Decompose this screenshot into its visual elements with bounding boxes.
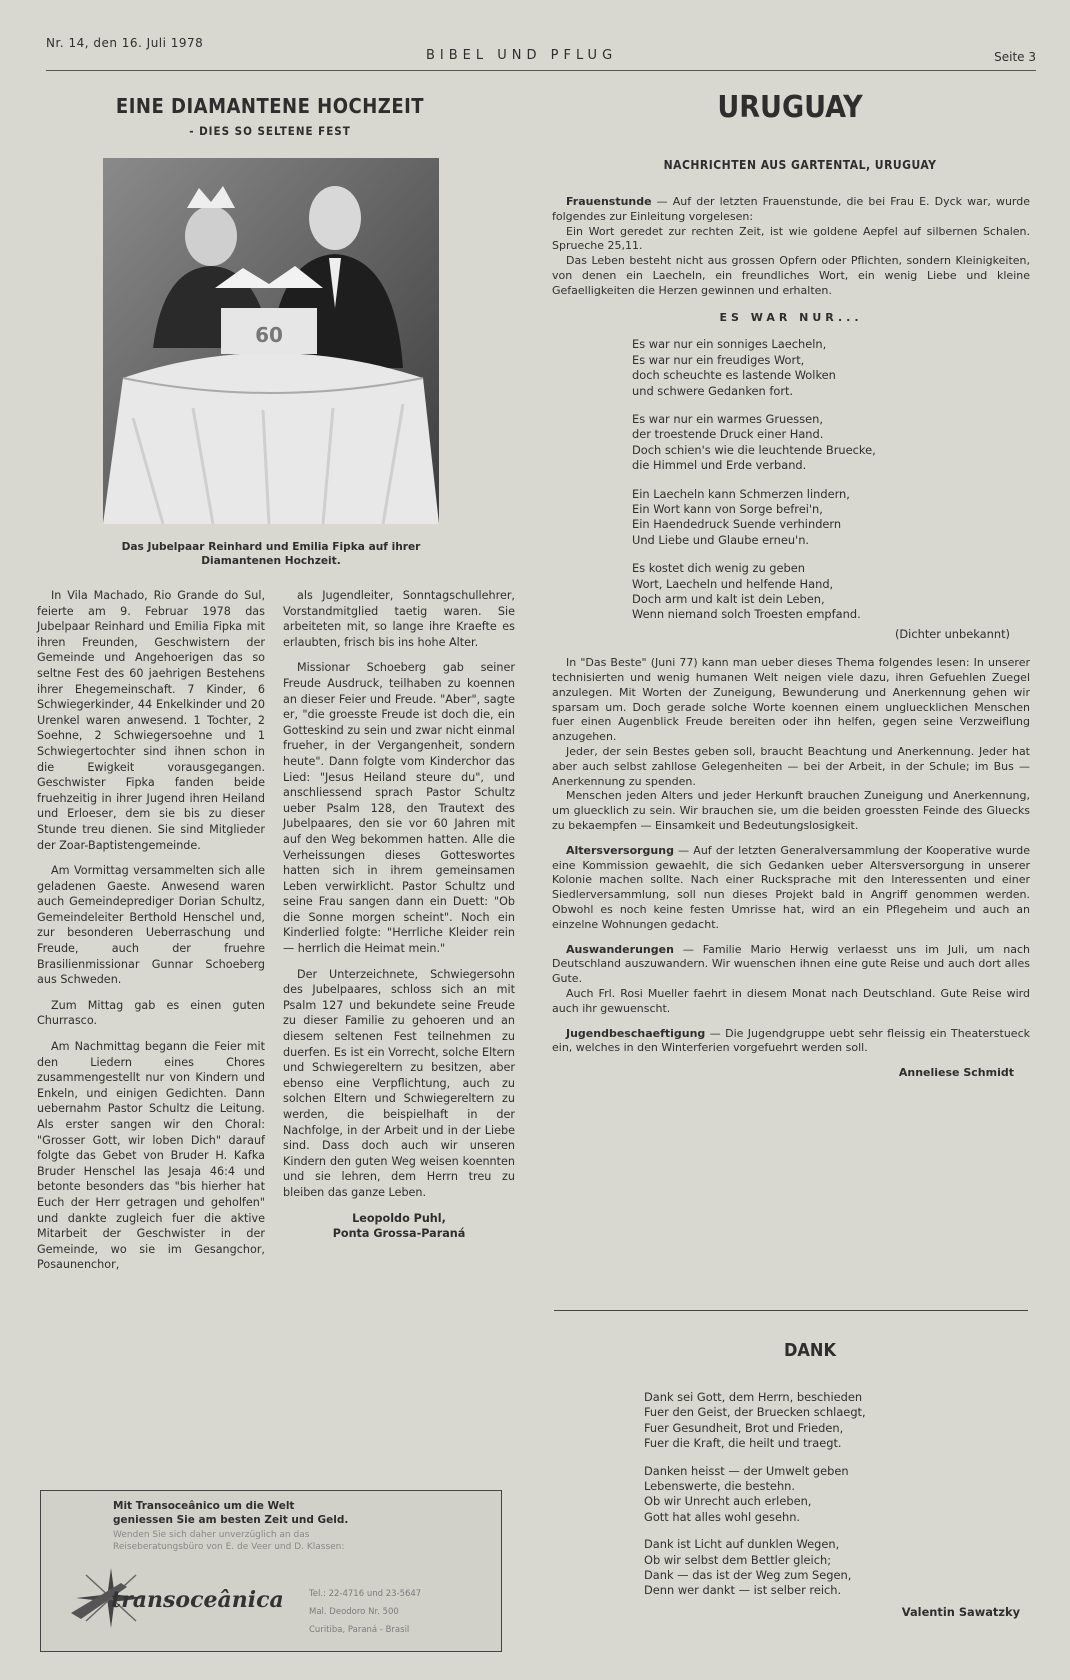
poem-line: Und Liebe und Glaube erneu'n. (632, 532, 810, 547)
poem-stanza (632, 412, 1030, 474)
paragraph: In Vila Machado, Rio Grande do Sul, feierte am 9. Februar 1978 das Jubelpaar Reinhard und Emilia Fipka mit ihren Freunden, Geschwistern der Gemeinde und Angehoerigen das so seltne Fest des 60 jaehrigen Bestehens ihrer Ehegemeinschaft. 7 Kinder, 6 Schwiegerkinder, 44 Enkelkinder und 20 Urenkel waren anwesend. 1 Tochter, 2 Soehne, 2 Schwiegersoehne und 1 Schwiegertochter sind ihnen schon in die Ewigkeit vorausgegangen. Geschwister Fipka fanden beide fruehzeitig in ihrer Jugend ihren Heiland und Erloeser, dem sie bis zu dieser Stunde treu dienen. Sie sind Mitglieder der Zoar-Baptistengemeinde. (37, 589, 265, 852)
poem-line: Dank ist Licht auf dunklen Wegen, (644, 1537, 840, 1552)
poem-stanza (644, 1464, 1024, 1526)
dank-title: DANK (783, 1340, 837, 1361)
article-subtitle: NACHRICHTEN AUS GARTENTAL, URUGUAY (663, 158, 937, 172)
paragraph (552, 844, 1030, 933)
ad-line: Mit Transoceânico um die Welt (113, 1500, 295, 1512)
ad-body (113, 1529, 344, 1553)
ad-city: Curitiba, Paraná - Brasil (309, 1625, 410, 1635)
article-signature: Anneliese Schmidt (898, 1066, 1014, 1080)
paragraph (552, 1027, 1030, 1057)
poem-line: Doch schien's wie die leuchtende Bruecke, (632, 442, 876, 457)
signature-name: Leopoldo Puhl, (352, 1211, 446, 1225)
dank-poem (644, 1390, 1024, 1620)
poem-line: Es war nur ein freudiges Wort, (632, 352, 805, 367)
poem-line: Fuer Gesundheit, Brot und Frieden, (644, 1420, 844, 1435)
paragraph: Das Leben besteht nicht aus grossen Opfern oder Pflichten, sondern Kleinigkeiten, von denen ein Laecheln, ein freundliches Wort, ein wenig Liebe und kleine Gefaelligkeiten die Herzen gewinnen und erhalten. (552, 254, 1030, 297)
poem-line: Ein Laecheln kann Schmerzen lindern, (632, 486, 850, 501)
poem-stanza (632, 337, 1030, 399)
page-number: Seite 3 (994, 50, 1036, 64)
left-article-column-2 (283, 588, 515, 1242)
paragraph-text: — Die Jugendgruppe uebt sehr fleissig ein Theaterstueck ein, welches in den Winterferien vorgefuehrt werden soll. (552, 1026, 1030, 1055)
section-label: Jugendbeschaeftigung (566, 1026, 706, 1040)
ad-contact (309, 1585, 421, 1639)
ad-headline (113, 1499, 348, 1527)
paragraph-text: — Auf der letzten Generalversammlung der Kooperative wurde eine Kommission gewaehlt, die sich Gedanken ueber Altersversorgung in unserer Kolonie machen sollte. Nach einer Rucksprache mit den Interessenten und einer Siedlerversammlung, soll nun dieses Projekt bald in Angriff genommen werden. Obwohl es noch keine festen Umrisse hat, wird an ein Pflegeheim und auch an einzelne Wohnungen gedacht. (552, 843, 1030, 931)
poem-line: Ob wir Unrecht auch erleben, (644, 1494, 812, 1509)
cake-number: 60 (255, 323, 283, 347)
paragraph-text: — Auf der letzten Frauenstunde, die bei Frau E. Dyck war, wurde folgendes zur Einleitung vorgelesen: (552, 195, 1030, 223)
poem-line: Fuer die Kraft, die heilt und traegt. (644, 1436, 842, 1451)
article-title: URUGUAY (717, 90, 863, 125)
poem-line: Wenn niemand solch Troesten empfand. (632, 607, 861, 622)
ad-address: Mal. Deodoro Nr. 500 (309, 1607, 399, 1617)
poem-stanza (644, 1537, 1024, 1599)
poem-line: Gott hat alles wohl gesehn. (644, 1509, 801, 1524)
paragraph: als Jugendleiter, Sonntagschullehrer, Vorstandmitglied taetig waren. Sie arbeiteten mit, so lange ihre Kraefte es erlaubten, frisch bis ins hohe Alter. (283, 589, 515, 649)
photo-caption: Das Jubelpaar Reinhard und Emilia Fipka auf ihrer Diamantenen Hochzeit. (121, 541, 421, 567)
paragraph: Zum Mittag gab es einen guten Churrasco. (37, 998, 265, 1028)
ad-line: Wenden Sie sich daher unverzüglich an das (113, 1530, 310, 1540)
right-article-column (552, 195, 1030, 1081)
section-divider (554, 1310, 1028, 1311)
poem-line: und schwere Gedanken fort. (632, 383, 794, 398)
signature-place: Ponta Grossa-Paraná (332, 1227, 466, 1241)
left-article-column-1 (37, 588, 265, 1283)
ad-line: Reiseberatungsbüro von E. de Veer und D. Klassen: (113, 1542, 345, 1552)
section-label: Altersversorgung (566, 843, 674, 857)
section-label: Frauenstunde (566, 195, 652, 208)
poem-stanza (632, 561, 1030, 623)
poem-line: der troestende Druck einer Hand. (632, 427, 824, 442)
paragraph: Am Nachmittag begann die Feier mit den Liedern eines Chores zusammengestellt nur von Kindern und Enkeln, und einigen Gedichten. Dann uebernahm Pastor Schultz die Leitung. Als erster sangen wir den Choral: "Grosser Gott, wir loben Dich" darauf folgte das Gebet von Bruder H. Kafka Bruder Henschel las Jesaja 46:4 und betonte besonders das "bis hierher hat Euch der Herr getragen und geholfen" und dankte zugleich fuer die aktive Mitarbeit der Geschwister in der Gemeinde, wo sie im Gesangchor, Posaunenchor, (37, 1040, 265, 1272)
paragraph: Menschen jeden Alters und jeder Herkunft brauchen Zuneigung und Anerkennung, um gluecklich zu sein. Wir brauchen sie, um die beiden groessten Feinde des Gluecks zu bekaempfen — Einsamkeit und Bedeutungslosigkeit. (552, 789, 1030, 833)
poem-line: Dank — das ist der Weg zum Segen, (644, 1568, 852, 1583)
poem-stanza (644, 1390, 1024, 1452)
poem-line: Doch arm und kalt ist dein Leben, (632, 592, 825, 607)
article-signature (283, 1211, 515, 1242)
poem-author: (Dichter unbekannt) (894, 626, 1010, 641)
poem-line: Denn wer dankt — ist selber reich. (644, 1583, 842, 1598)
paragraph: Auch Frl. Rosi Mueller faehrt in diesem Monat nach Deutschland. Gute Reise wird auch ihr gewuenscht. (552, 987, 1030, 1015)
poem-line: Es kostet dich wenig zu geben (632, 561, 805, 576)
paragraph: Missionar Schoeberg gab seiner Freude Ausdruck, teilhaben zu koennen an dieser Feier und Freude. "Aber", sagte er, "die groesste Freude ist doch die, ein Gotteskind zu sein und zwar nicht einmal frueher, in der Vergangenheit, sondern heute". Dann folgte vom Kinderchor das Lied: "Jesus Heiland steure du", und anschliessend sprach Pastor Schultz ueber Psalm 128, den Trautext des Jubelpaares, den sie vor 60 Jahren mit auf den Weg bekommen hatten. Alle die Verheissungen dieses Gotteswortes hatten sich in ihrem gemeinsamen Leben verwirklicht. Pastor Schultz und seine Frau sangen dann ein Duett: "Ob die Sonne morgen scheint". Noch ein Kinderlied folgte: "Herrliche Kleider rein — herrlich die Heimat mein." (283, 661, 515, 956)
poem-line: Danken heisst — der Umwelt geben (644, 1463, 849, 1478)
poem-line: die Himmel und Erde verband. (632, 458, 807, 473)
poem-line: Ein Wort kann von Sorge befrei'n, (632, 502, 823, 517)
ad-phone: Tel.: 22-4716 und 23-5647 (309, 1589, 422, 1599)
poem-line: Es war nur ein warmes Gruessen, (632, 412, 823, 426)
page-header (46, 36, 1036, 71)
anniversary-photo (103, 158, 439, 524)
transoceanica-logo: transoceânica (111, 1587, 284, 1613)
transoceanica-advertisement (40, 1490, 502, 1652)
poem-stanza (632, 487, 1030, 549)
poem-line: Es war nur ein sonniges Laecheln, (632, 337, 827, 352)
article-title: EINE DIAMANTENE HOCHZEIT (115, 94, 425, 118)
paragraph-text: — Familie Mario Herwig verlaesst uns im Juli, um nach Deutschland auszuwandern. Wir wuenschen ihnen eine gute Reise und auch dort alles Gute. (552, 942, 1030, 986)
article-subtitle: - DIES SO SELTENE FEST (189, 124, 351, 138)
poem-line: Ein Haendedruck Suende verhindern (632, 517, 842, 532)
poem-line: doch scheuchte es lastende Wolken (632, 368, 836, 383)
poem-title: ES WAR NUR... (719, 310, 863, 324)
poem-author: Valentin Sawatzky (901, 1604, 1020, 1619)
poem (632, 337, 1030, 642)
poem-line: Wort, Laecheln und helfende Hand, (632, 576, 834, 591)
poem-line: Dank sei Gott, dem Herrn, beschieden (644, 1390, 863, 1404)
paragraph: Der Unterzeichnete, Schwiegersohn des Jubelpaares, schloss sich an mit Psalm 127 und bekundete seine Freude zu dieser Familie zu gehoeren und an diesem seltenen Fest teilnehmen zu duerfen. Es ist ein Vorrecht, solche Eltern und Schwiegereltern zu besitzen, aber ebenso eine Verpflichtung, auch zu solchen Eltern und Schwiegereltern zu werden, die beispielhaft in der Nachfolge, in der Arbeit und in der Liebe sind. Dass doch auch wir unseren Kindern den guten Weg weisen koennten und sie lehren, dem Herrn treu zu bleiben das ganze Leben. (283, 967, 515, 1199)
paragraph: Am Vormittag versammelten sich alle geladenen Gaeste. Anwesend waren auch Gemeindeprediger Dorian Schultz, Gemeindeleiter Berthold Henschel und, zur besonderen Ueberraschung und Freude, auch der fruehre Brasilienmissionar Gunnar Schoeberg aus Schweden. (37, 864, 265, 987)
paragraph: In "Das Beste" (Juni 77) kann man ueber dieses Thema folgendes lesen: In unserer technisierten und wenig humanen Welt neigen viele dazu, ihren Gefuehlen Zuegel anzulegen. Mit Worten der Zuneigung, Bewunderung und Anerkennung gehen wir sparsam um. Doch gerade solche Worte koennen einem ungluecklichen Menschen fuer einen Augenblick Freude bereiten oder ihn helfen, gegen seine Verzweiflung anzugehen. (552, 656, 1030, 744)
paragraph: Jeder, der sein Bestes geben soll, braucht Beachtung und Anerkennung. Jeder hat aber auch selbst zahllose Gelegenheiten — bei der Arbeit, in der Schule; im Bus — Anerkennung zu spenden. (552, 745, 1030, 788)
paragraph: Ein Wort geredet zur rechten Zeit, ist wie goldene Aepfel auf silbernen Schalen. Sprueche 25,11. (552, 224, 1030, 253)
issue-date: Nr. 14, den 16. Juli 1978 (46, 36, 204, 50)
poem-line: Ob wir selbst dem Bettler gleich; (644, 1552, 832, 1567)
section-label: Auswanderungen (566, 942, 674, 956)
paragraph (552, 195, 1030, 225)
poem-line: Fuer den Geist, der Bruecken schlaegt, (644, 1405, 866, 1420)
newspaper-title: BIBEL UND PFLUG (426, 48, 618, 63)
poem-line: Lebenswerte, die bestehn. (644, 1479, 795, 1494)
paragraph (552, 943, 1030, 987)
ad-line: geniessen Sie am besten Zeit und Geld. (113, 1514, 349, 1526)
